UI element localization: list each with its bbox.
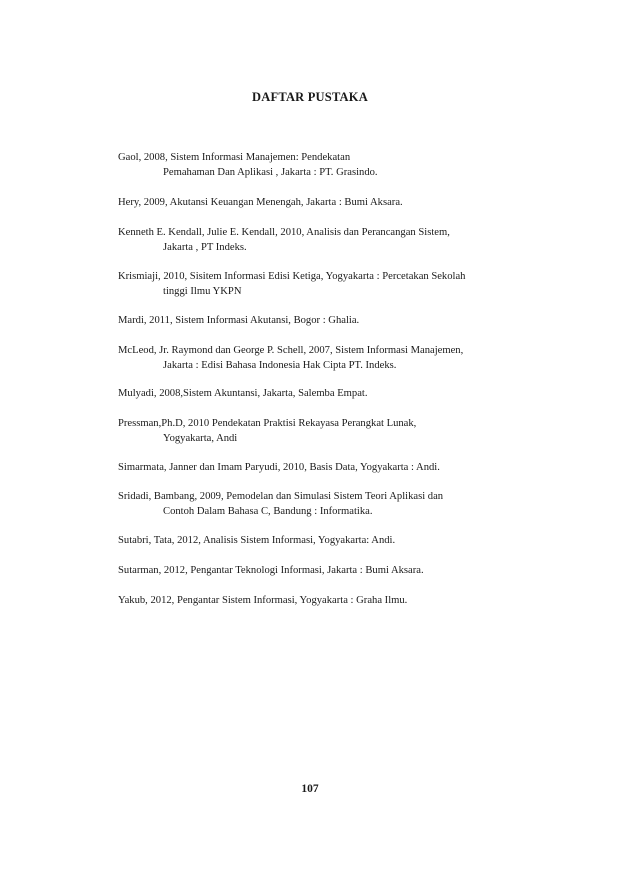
reference-line: Yakub, 2012, Pengantar Sistem Informasi, Yogyakarta : Graha Ilmu.: [118, 595, 408, 606]
reference-line: Gaol, 2008, Sistem Informasi Manajemen: Pendekatan: [118, 152, 351, 163]
reference-item: [118, 563, 532, 578]
reference-line: Sutabri, Tata, 2012, Analisis Sistem Informasi, Yogyakarta: Andi.: [118, 535, 396, 546]
reference-item: [118, 269, 532, 299]
reference-line: Mardi, 2011, Sistem Informasi Akutansi, Bogor : Ghalia.: [118, 315, 360, 326]
reference-line: Hery, 2009, Akutansi Keuangan Menengah, Jakarta : Bumi Aksara.: [118, 197, 403, 208]
reference-line-continued: Yogyakarta, Andi: [163, 433, 238, 444]
reference-line-continued: Jakarta : Edisi Bahasa Indonesia Hak Cipta PT. Indeks.: [163, 360, 397, 371]
reference-item: [118, 489, 532, 519]
reference-line: Sridadi, Bambang, 2009, Pemodelan dan Simulasi Sistem Teori Aplikasi dan: [118, 491, 444, 502]
reference-line-continued: Jakarta , PT Indeks.: [163, 242, 247, 253]
page-number: 107: [301, 783, 319, 795]
reference-list: [118, 150, 532, 608]
reference-item: [118, 460, 532, 475]
reference-line: Pressman,Ph.D, 2010 Pendekatan Praktisi Rekayasa Perangkat Lunak,: [118, 418, 417, 429]
reference-item: [118, 225, 532, 255]
page-title: DAFTAR PUSTAKA: [252, 90, 368, 104]
reference-item: [118, 313, 532, 328]
reference-line: Mulyadi, 2008,Sistem Akuntansi, Jakarta, Salemba Empat.: [118, 388, 368, 399]
reference-line-continued: tinggi Ilmu YKPN: [163, 286, 242, 297]
reference-item: [118, 593, 532, 608]
reference-line: Sutarman, 2012, Pengantar Teknologi Informasi, Jakarta : Bumi Aksara.: [118, 565, 424, 576]
reference-line: Krismiaji, 2010, Sisitem Informasi Edisi Ketiga, Yogyakarta : Percetakan Sekolah: [118, 271, 466, 282]
reference-item: [118, 195, 532, 210]
reference-item: [118, 416, 532, 446]
reference-line-continued: Pemahaman Dan Aplikasi , Jakarta : PT. Grasindo.: [163, 167, 378, 178]
reference-item: [118, 150, 532, 180]
reference-item: [118, 533, 532, 548]
reference-line: McLeod, Jr. Raymond dan George P. Schell, 2007, Sistem Informasi Manajemen,: [118, 345, 464, 356]
reference-line: Simarmata, Janner dan Imam Paryudi, 2010, Basis Data, Yogyakarta : Andi.: [118, 462, 440, 473]
reference-line: Kenneth E. Kendall, Julie E. Kendall, 2010, Analisis dan Perancangan Sistem,: [118, 227, 450, 238]
reference-item: [118, 386, 532, 401]
reference-item: [118, 343, 532, 373]
reference-line-continued: Contoh Dalam Bahasa C, Bandung : Informatika.: [163, 506, 373, 517]
